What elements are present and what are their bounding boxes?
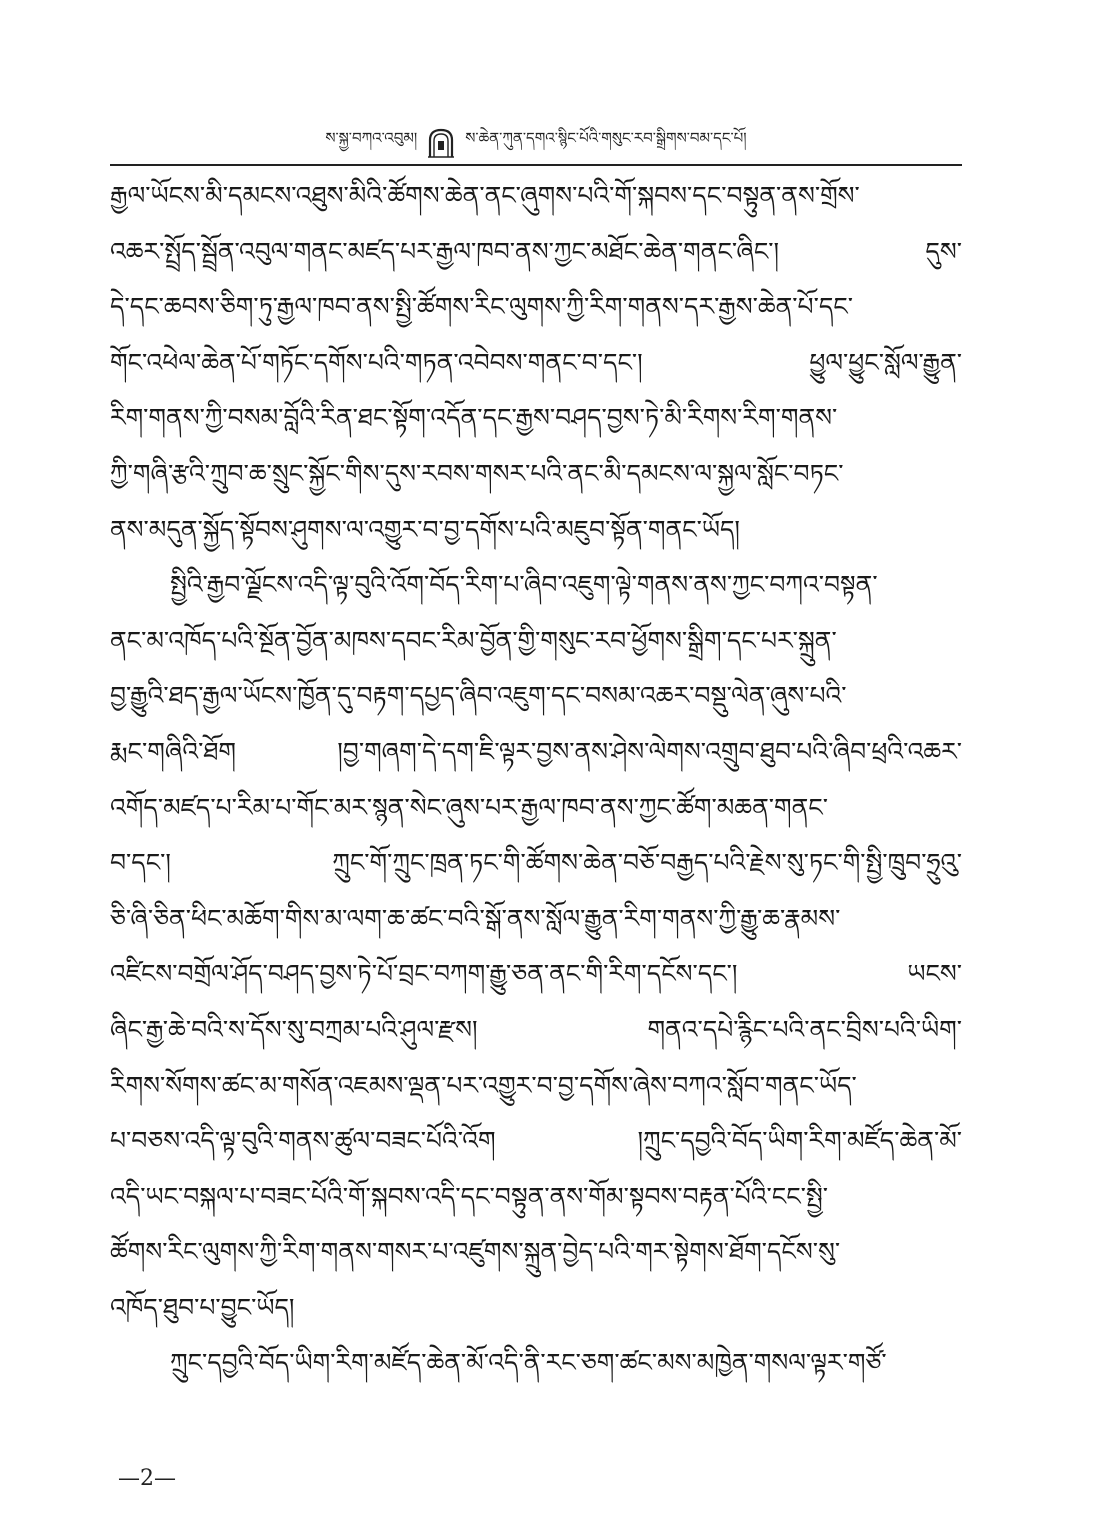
text-line: རྨང་གཞིའི་ཐོག །བྱ་གཞག་དེ་དག་ཇི་ལྟར་བྱས་ནས་ཤེས་ལེགས་འགྲུབ་ཐུབ་པའི་ཞིབ་ཕྲའི་འཆར་ xyxy=(110,736,962,766)
text-line: ཞིང་རྒྱ་ཆེ་བའི་ས་དོས་སུ་བཀྲམ་པའི་ཤུལ་རྫས། གནའ་དཔེ་རྙིང་པའི་ནང་བྲིས་པའི་ཡིག་ xyxy=(110,1014,962,1044)
text-line: འཛིངས་བགྲོལ་ཤོད་བཤད་བྱས་ཏེ་པོ་བྲང་བཀག་རྒྱུ་ཅན་ནང་གི་རིག་དངོས་དང་། ཡངས་ xyxy=(110,959,962,989)
text-line: རིགས་སོགས་ཚང་མ་གསོན་འཇམས་ལྡན་པར་འགྱུར་བ་བྱ་དགོས་ཞེས་བཀའ་སློབ་གནང་ཡོད་ xyxy=(110,1070,857,1100)
header-right-title: ས་ཆེན་ཀུན་དགའ་སྙིང་པོའི་གསུང་རབ་སྒྲིགས་བམ་དང་པོ། xyxy=(465,129,747,147)
header-left-title: ས་སྐྱ་བཀའ་འབུམ། xyxy=(325,129,418,147)
header-row xyxy=(110,128,962,158)
text-line: སྤྱིའི་རྒྱབ་ལྗོངས་འདི་ལྟ་བུའི་འོག་བོད་རིག་པ་ཞིབ་འཇུག་ལྟེ་གནས་ནས་ཀྱང་བཀའ་བསྟན་ xyxy=(170,570,878,600)
paragraph-2 xyxy=(110,557,962,1335)
text-line: འགོད་མཛད་པ་རིམ་པ་གོང་མར་སྙན་སེང་ཞུས་པར་རྒྱལ་ཁབ་ནས་ཀྱང་ཚོག་མཆན་གནང་ xyxy=(110,792,828,822)
paragraph-1 xyxy=(110,168,962,557)
running-header xyxy=(110,120,962,166)
text-line: འཆར་སྤྲོད་སྦྲོན་འབུལ་གནང་མཛད་པར་རྒྱལ་ཁབ་ནས་ཀྱང་མཐོང་ཆེན་གནང་ཞིང་། དུས་ xyxy=(110,236,962,266)
paragraph-3 xyxy=(110,1335,962,1391)
text-line: ནས་མདུན་སྐྱོད་སྟོབས་ཤུགས་ལ་འགྱུར་བ་བྱ་དགོས་པའི་མཇུབ་སྟོན་གནང་ཡོད། xyxy=(110,514,740,544)
text-line: རྒྱལ་ཡོངས་མི་དམངས་འཐུས་མིའི་ཚོགས་ཆེན་ནང་ཞུགས་པའི་གོ་སྐབས་དང་བསྟུན་ནས་གྲོས་ xyxy=(110,181,860,210)
text-line: ཀྲུང་དབྱའི་བོད་ཡིག་རིག་མཛོད་ཆེན་མོ་འདི་ནི་རང་ཅག་ཚང་མས་མཁྱེན་གསལ་ལྟར་གཙོ་ xyxy=(170,1348,887,1378)
text-line: ཅི་ཞི་ཅིན་ཕིང་མཆོག་གིས་མ་ལག་ཆ་ཚང་བའི་སྒོ་ནས་སློལ་རྒྱུན་རིག་གནས་ཀྱི་རྒྱུ་ཆ་རྣམས་ xyxy=(110,903,841,933)
seal-emblem-icon xyxy=(427,128,455,158)
text-line: འདི་ཡང་བསྐལ་པ་བཟང་པོའི་གོ་སྐབས་འདི་དང་བསྟུན་ནས་གོམ་སྟབས་བརྟན་པོའི་ངང་སྤྱི་ xyxy=(110,1181,829,1211)
text-line: ཀྱི་གཞི་རྩའི་ཀྲུབ་ཆ་སྲུང་སྐྱོང་གིས་དུས་རབས་གསར་པའི་ནང་མི་དམངས་ལ་སྐྱལ་སློང་བཏང་ xyxy=(110,458,844,488)
body-text xyxy=(110,168,962,1391)
text-line: དེ་དང་ཆབས་ཅིག་ཏུ་རྒྱལ་ཁབ་ནས་སྤྱི་ཚོགས་རིང་ལུགས་ཀྱི་རིག་གནས་དར་རྒྱས་ཆེན་པོ་དང་ xyxy=(110,292,853,322)
text-line: འཁོད་ཐུབ་པ་བྱུང་ཡོད། xyxy=(110,1292,295,1322)
text-line: ནང་མ་འཁོད་པའི་སྔོན་བྱོན་མཁས་དབང་རིམ་བྱོན་གྱི་གསུང་རབ་ཕྱོགས་སྒྲིག་དང་པར་སྐྲུན་ xyxy=(110,625,837,655)
text-line: རིག་གནས་ཀྱི་བསམ་བློའི་རིན་ཐང་སྟོག་འདོན་དང་རྒྱས་བཤད་བྱས་ཏེ་མི་རིགས་རིག་གནས་ xyxy=(110,403,838,433)
text-line: ཚོགས་རིང་ལུགས་ཀྱི་རིག་གནས་གསར་པ་འཛུགས་སྐྲུན་བྱེད་པའི་གར་སྟེགས་ཐོག་དངོས་སུ་ xyxy=(110,1237,841,1267)
page-number: —2— xyxy=(118,1466,176,1491)
text-line: གོང་འཕེལ་ཆེན་པོ་གཏོང་དགོས་པའི་གཏན་འབེབས་གནང་བ་དང་། ཕྱུལ་ཕྱུང་སློལ་རྒྱུན་ xyxy=(110,347,962,377)
header-divider xyxy=(110,164,962,166)
text-line: བ་དང་། ཀྲུང་གོ་ཀྲུང་ཁྲན་ཏང་གི་ཚོགས་ཆེན་བཅོ་བརྒྱད་པའི་རྗེས་སུ་ཏང་གི་སྤྱི་ཁྲུབ་ཧྲུའུ་ xyxy=(110,848,962,878)
text-line: བྱ་རྒྱུའི་ཐད་རྒྱལ་ཡོངས་ཁྱོན་དུ་བརྟག་དཔྱད་ཞིབ་འཇུག་དང་བསམ་འཆར་བསྡུ་ལེན་ཞུས་པའི་ xyxy=(110,681,847,711)
text-line: པ་བཅས་འདི་ལྟ་བུའི་གནས་ཚུལ་བཟང་པོའི་འོག །ཀྲུང་དབྱའི་བོད་ཡིག་རིག་མཛོད་ཆེན་མོ་ xyxy=(110,1126,962,1156)
